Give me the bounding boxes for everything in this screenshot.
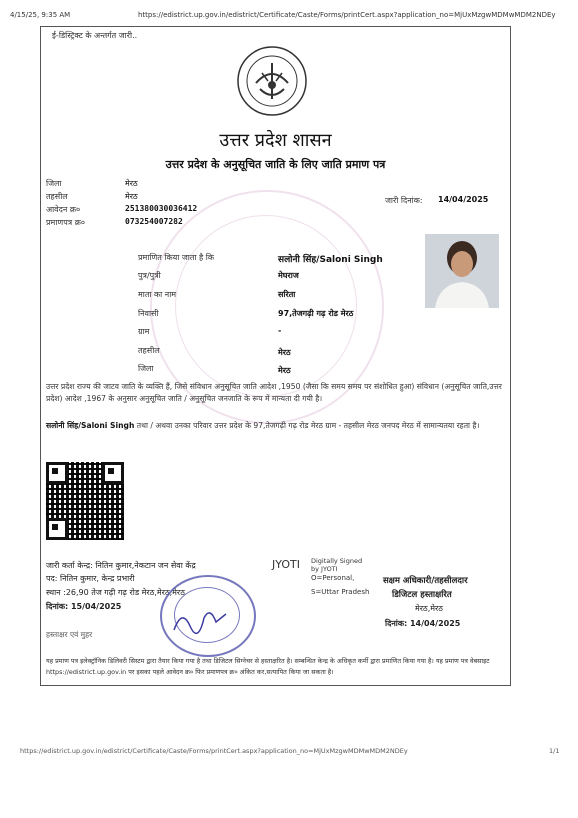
detail-value-district: मेरठ xyxy=(278,366,291,375)
detail-label-district: जिला xyxy=(138,364,154,373)
meta-label-application-no: आवेदन क्र० xyxy=(46,205,81,214)
up-emblem-logo xyxy=(236,45,308,117)
digital-sign-line4: S=Uttar Pradesh xyxy=(311,588,370,596)
detail-value-tehsil: मेरठ xyxy=(278,348,291,357)
detail-label-mother: माता का नाम xyxy=(138,290,177,299)
authority-place: मेरठ,मेरठ xyxy=(415,604,443,613)
detail-value-name: सलोनी सिंह/Saloni Singh xyxy=(278,255,383,265)
print-footer-url: https://edistrict.up.gov.in/edistrict/Certificate/Caste/Forms/printCert.aspx?application_no=MjUxMzgwMDMwMDM2NDEy xyxy=(20,747,408,755)
detail-label-tehsil: तहसील xyxy=(138,346,160,355)
detail-label-father: पुत्र/पुत्री xyxy=(138,271,161,280)
print-page-count: 1/1 xyxy=(549,747,560,755)
verification-note: यह प्रमाण पत्र इलेक्ट्रॉनिक डिलिवरी सिस्टम द्वारा तैयार किया गया है तथा डिजिटल सिग्नेचर से हस्ताक्षरित है। सम्बन्धित केन्द्र के अधिकृत कर्मी द्वारा प्रमाणित किया गया है। यह प्रमाण पत्र वेबसाइट https://edistrict.up.gov.in पर इसका पहले आवेदन क्र० फिर प्रमाणपत्र क्र० अंकित कर,सत्यापित किया जा सकता है। xyxy=(46,657,490,676)
meta-value-application-no: 251380030036412 xyxy=(125,204,198,213)
applicant-photo xyxy=(425,234,499,308)
digital-sign-line2: by JYOTI xyxy=(311,565,338,573)
detail-value-mother: सरिता xyxy=(278,290,296,299)
digital-sign-line1: Digitally Signed xyxy=(311,557,363,565)
meta-label-tehsil: तहसील xyxy=(46,192,68,201)
print-timestamp: 4/15/25, 9:35 AM xyxy=(10,11,71,19)
detail-label-village: ग्राम xyxy=(138,327,150,336)
detail-value-father: मेघराज xyxy=(278,271,299,280)
issuer-date: दिनांक: 15/04/2025 xyxy=(46,602,122,611)
qr-code xyxy=(46,462,124,540)
detail-value-village: - xyxy=(278,326,282,335)
residence-paragraph xyxy=(46,420,504,432)
detail-label-resident: निवासी xyxy=(138,309,159,318)
issuer-center: जारी कर्ता केन्द्र: नितिन कुमार,नेकटान जन सेवा केंद्र xyxy=(46,561,196,570)
residence-paragraph-text: तथा / अथवा उनका परिवार उत्तर प्रदेश के 97,तेजगढ़ी गढ़ रोड मेरठ ग्राम - तहसील मेरठ जनपद मेरठ में सामान्यतया रहता है। xyxy=(134,421,480,430)
certificate-title: उत्तर प्रदेश के अनुसूचित जाति के लिए जाति प्रमाण पत्र xyxy=(165,158,386,171)
digital-sign-line3: O=Personal, xyxy=(311,574,355,582)
authority-date: दिनांक: 14/04/2025 xyxy=(385,619,461,628)
issue-date: 14/04/2025 xyxy=(438,195,489,204)
authority-title: सक्षम अधिकारी/तहसीलदार xyxy=(383,576,468,586)
gov-title: उत्तर प्रदेश शासन xyxy=(219,130,332,151)
signature-note: हस्ताक्षर एवं मुहर xyxy=(46,630,93,639)
detail-value-resident: 97,तेजगढ़ी गढ़ रोड मेरठ xyxy=(278,309,354,318)
meta-value-certificate-no: 073254007282 xyxy=(125,217,183,226)
top-note: ई-डिस्ट्रिक्ट के अन्तर्गत जारी.. xyxy=(52,31,138,40)
issue-date-label: जारी दिनांक: xyxy=(385,196,423,205)
residence-paragraph-name: सलोनी सिंह/Saloni Singh xyxy=(46,421,135,430)
issuer-post: पद: नितिन कुमार, केन्द्र प्रभारी xyxy=(46,574,135,583)
meta-value-tehsil: मेरठ xyxy=(125,192,138,201)
issuer-place: स्थान :26,90 तेज गढ़ी गढ़ रोड मेरठ,मेरठ,मेरठ xyxy=(46,588,185,597)
caste-paragraph: उत्तर प्रदेश राज्य की जाटव जाति के व्यक्ति हैं, जिसे संविधान अनुसूचित जाति आदेश ,1950 (जैसा कि समय समय पर संशोधित हुआ) संविधान (अनुसूचित जाति,उत्तर प्रदेश) आदेश ,1967 के अनुसार अनुसूचित जाति / अनुसूचित जनजाति के रूप में मान्यता दी गयी है। xyxy=(46,382,502,403)
meta-label-district: जिला xyxy=(46,179,62,188)
authority-subtitle: डिजिटल हस्ताक्षरित xyxy=(392,590,452,600)
print-header-url: https://edistrict.up.gov.in/edistrict/Certificate/Caste/Forms/printCert.aspx?application_no=MjUxMzgwMDMwMDM2NDEy xyxy=(138,11,556,19)
digital-sign-brand: JYOTI xyxy=(272,558,300,571)
meta-value-district: मेरठ xyxy=(125,179,138,188)
watermark-emblem-inner xyxy=(175,215,357,397)
handwritten-signature xyxy=(170,600,230,640)
detail-label-certify: प्रमाणित किया जाता है कि xyxy=(138,253,215,262)
meta-label-certificate-no: प्रमाणपत्र क्र० xyxy=(46,218,85,227)
